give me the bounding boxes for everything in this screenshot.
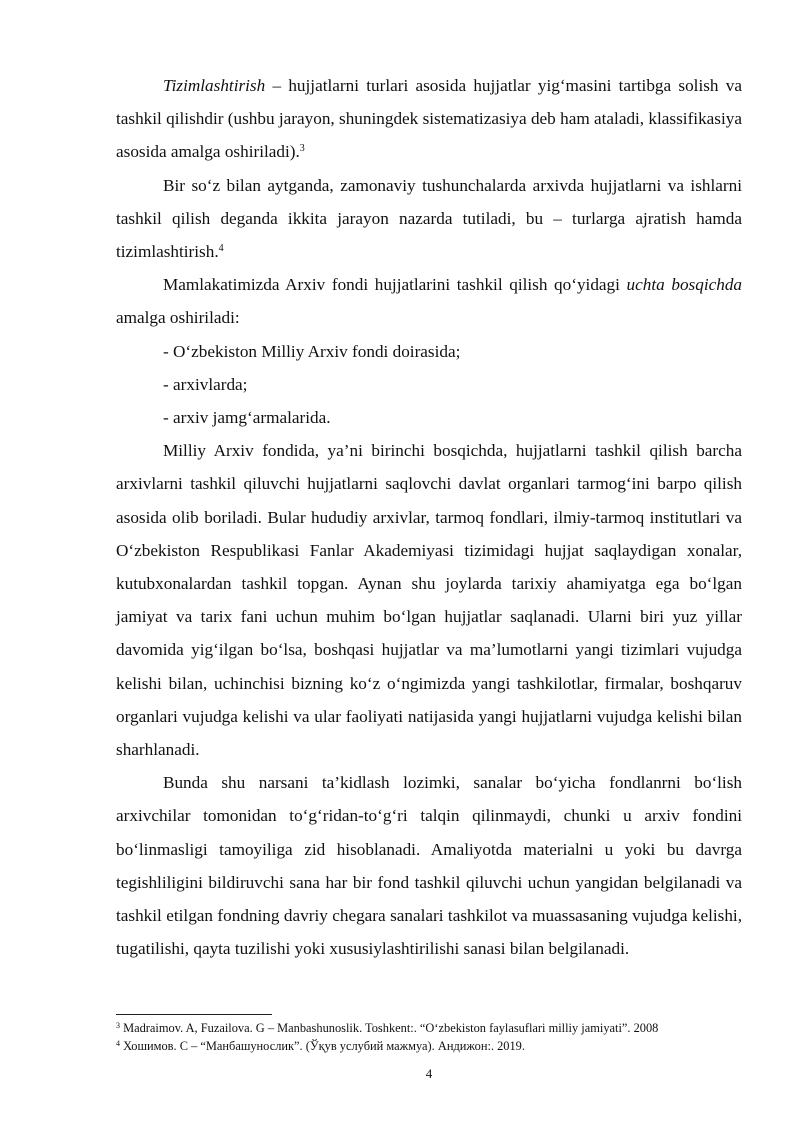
list-item: - arxivlarda; xyxy=(163,374,248,394)
footnote-4 xyxy=(116,1037,756,1055)
paragraph-5: Bunda shu narsani ta’kidlash lozimki, sanalar bo‘yicha fondlanrni bo‘lish arxivchilar tomonidan to‘g‘ridan-to‘g‘ri talqin qilinmaydi, chunki u arxiv fondini bo‘linmasligi tamoyiliga zid hisoblanadi. Amaliyotda materialni u yoki bu davrga tegishliligini bildiruvchi sana har bir fond tashkil qiluvchi uchun yangidan belgilanadi va tashkil etilgan fondning davriy chegara sanalari tashkilot va muassasaning vujudga kelishi, tugatilishi, qayta tuzilishi yoki xususiylashtirilishi sanasi bilan belgilanadi. xyxy=(116,773,742,959)
footnote-separator xyxy=(116,1014,272,1015)
footnote-text: Madraimov. A, Fuzailova. G – Manbashunoslik. Toshkent:. “O‘zbekiston faylasuflari milliy jamiyati”. 2008 xyxy=(120,1021,659,1035)
footnote-text: Хошимов. С – “Манбашунослик”. (Ўқув услубий мажмуа). Андижон:. 2019. xyxy=(120,1039,525,1053)
paragraph-1-text: – hujjatlarni turlari asosida hujjatlar yig‘masini tartibga solish va tashkil qilishdir (ushbu jarayon, shuningdek sistematizasiya deb ham ataladi, klassifikasiya asosida amalga oshiriladi). xyxy=(116,76,742,162)
footnote-number: 4 xyxy=(116,1039,120,1048)
term-tizimlashtirish: Tizimlashtirish xyxy=(163,76,266,95)
paragraph-4: Milliy Arxiv fondida, ya’ni birinchi bosqichda, hujjatlarni tashkil qilish barcha arxivlarni tashkil qiluvchi hujjatlarni saqlovchi davlat organlari tarmog‘ini barpo qilish asosida olib boriladi. Bular hududiy arxivlar, tarmoq fondlari, ilmiy-tarmoq institutlari va O‘zbekiston Respublikasi Fanlar Akademiyasi tizimidagi hujjat saqlaydigan xonalar, kutubxonalardan tashkil topgan. Aynan shu joylarda tarixiy ahamiyatga ega bo‘lgan jamiyat va tarix fani uchun muhim bo‘lgan hujjatlar saqlanadi. Ularni biri yuz yillar davomida yig‘ilgan bo‘lsa, boshqasi hujjatlar va ma’lumotlarni yangi tizimlari vujudga kelishi bilan, uchinchisi bizning ko‘z o‘ngimizda yangi tashkilotlar, firmalar, boshqaruv organlari vujudga kelishi va ular faoliyati natijasida yangi hujjatlarni vujudga kelishi bilan sharhlanadi. xyxy=(116,441,742,760)
list-item: - arxiv jamg‘armalarida. xyxy=(163,408,331,428)
footnote-3 xyxy=(116,1019,756,1037)
footnote-number: 3 xyxy=(116,1021,120,1030)
page-number: 4 xyxy=(425,1066,433,1081)
footnote-ref-4: 4 xyxy=(218,243,224,255)
paragraph-2-text: Bir so‘z bilan aytganda, zamonaviy tushunchalarda arxivda hujjatlarni va ishlarni tashkil qilish deganda ikkita jarayon nazarda tutiladi, bu – turlarga ajratish hamda tizimlashtirish. xyxy=(116,175,742,262)
paragraph-3-after: amalga oshiriladi: xyxy=(116,308,240,328)
body-text xyxy=(116,69,742,965)
list-item: - O‘zbekiston Milliy Arxiv fondi doirasida; xyxy=(163,341,461,361)
paragraph-1 xyxy=(116,69,742,169)
paragraph-3 xyxy=(116,268,742,334)
paragraph-2 xyxy=(116,169,742,269)
emphasis-uchta-bosqichda: uchta bosqichda xyxy=(626,275,743,295)
footnote-ref-3: 3 xyxy=(299,143,305,155)
paragraph-3-before: Mamlakatimizda Arxiv fondi hujjatlarini tashkil qilish qo‘yidagi xyxy=(163,275,627,295)
footnotes xyxy=(116,1019,756,1055)
